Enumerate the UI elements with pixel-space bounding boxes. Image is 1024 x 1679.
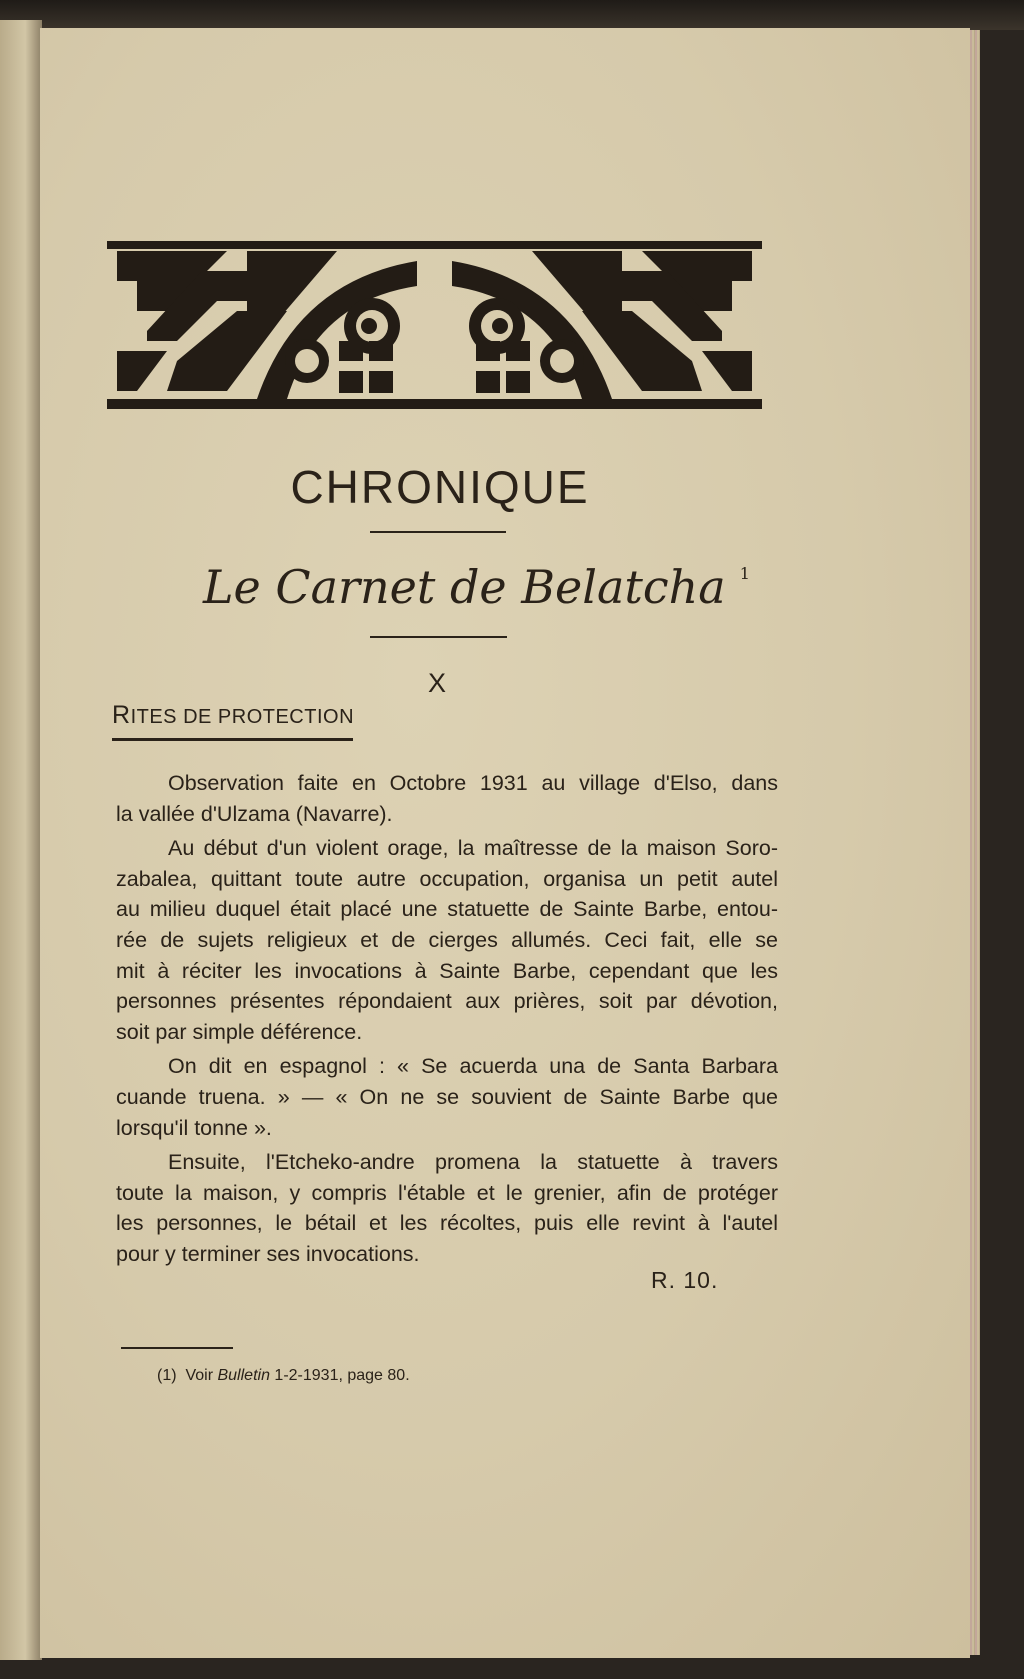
footnote-text: Voir	[185, 1367, 214, 1384]
text-line: lorsqu'il tonne ».	[116, 1115, 272, 1140]
section-heading: CHRONIQUE	[290, 461, 590, 513]
text-line: Ensuite, l'Etcheko-andre promena la statuette à travers	[168, 1150, 778, 1175]
text-line: la vallée d'Ulzama (Navarre).	[116, 801, 393, 826]
subsection-underline	[112, 738, 353, 741]
text-line: zabalea, quittant toute autre occupation, organisa un petit autel	[116, 866, 778, 891]
facing-page-edge	[0, 20, 42, 1660]
text-line: On dit en espagnol : « Se acuerda una de Santa Barbara	[168, 1054, 778, 1079]
paragraph	[116, 1147, 778, 1269]
text-line: cuande truena. » — « On ne se souvient de Sainte Barbe que	[116, 1084, 778, 1109]
subsection-initial: R	[112, 701, 131, 729]
paragraph	[116, 833, 778, 1047]
author-signature: R. 10.	[651, 1267, 719, 1293]
footnote-journal: Bulletin	[217, 1367, 270, 1384]
scan-top-edge	[0, 0, 1024, 30]
footnote-marker: (1)	[157, 1367, 177, 1384]
divider	[370, 531, 506, 533]
text-line: rée de sujets religieux et de cierges allumés. Ceci fait, elle se	[116, 927, 778, 952]
text-line: personnes présentes répondaient aux prières, soit par dévotion,	[116, 989, 778, 1014]
article-body	[116, 768, 778, 1274]
paragraph	[116, 768, 778, 829]
subsection-heading	[112, 701, 354, 730]
text-line: toute la maison, y compris l'étable et le grenier, afin de protéger	[116, 1180, 778, 1205]
chapter-numeral: X	[428, 668, 447, 698]
text-line: mit à réciter les invocations à Sainte Barbe, cependant que les	[116, 958, 778, 983]
paragraph	[116, 1051, 778, 1143]
article-title-text: Le Carnet de Belatcha	[203, 560, 726, 614]
footnote-divider	[121, 1347, 233, 1349]
text-line: Au début d'un violent orage, la maîtresse de la maison Soro-	[168, 836, 778, 861]
text-line: les personnes, le bétail et les récoltes, puis elle revint à l'autel	[116, 1211, 778, 1236]
text-line: soit par simple déférence.	[116, 1019, 363, 1044]
divider	[370, 636, 507, 638]
article-title	[203, 560, 750, 614]
text-line: pour y terminer ses invocations.	[116, 1241, 420, 1266]
footnote	[157, 1367, 410, 1385]
footnote-ref: 1	[739, 564, 750, 583]
subsection-rest: ITES DE PROTECTION	[130, 706, 355, 728]
footnote-ref-text: 1-2-1931, page 80.	[274, 1367, 410, 1384]
text-line: au milieu duquel était placé une statuette de Sainte Barbe, entou-	[116, 897, 778, 922]
ornamental-header-band	[107, 241, 762, 409]
text-line: Observation faite en Octobre 1931 au village d'Elso, dans	[168, 771, 778, 795]
